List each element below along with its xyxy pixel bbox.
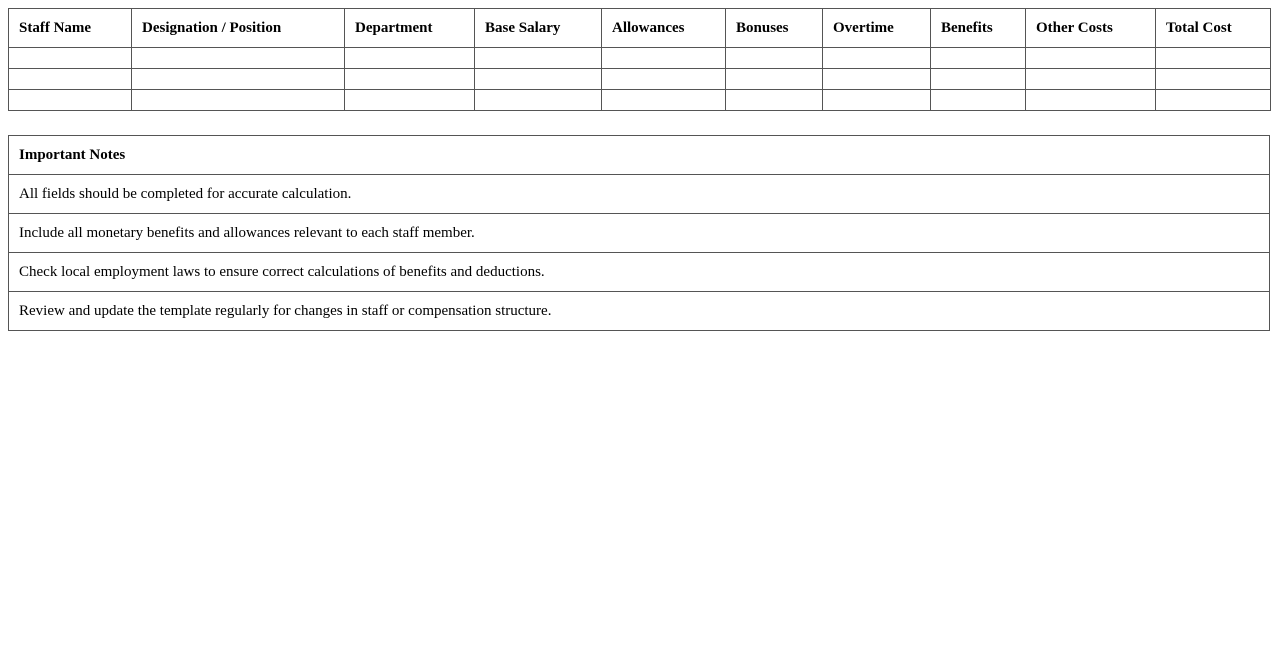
table-cell[interactable] [345,48,475,69]
table-cell[interactable] [9,90,132,111]
table-row [9,48,1271,69]
notes-title: Important Notes [9,136,1270,175]
table-cell[interactable] [1026,48,1156,69]
table-cell[interactable] [9,48,132,69]
table-cell[interactable] [823,69,931,90]
header-base-salary: Base Salary [475,9,602,48]
table-cell[interactable] [602,69,726,90]
header-designation: Designation / Position [132,9,345,48]
header-other-costs: Other Costs [1026,9,1156,48]
table-row [9,69,1271,90]
staff-cost-table [8,8,1271,111]
table-cell[interactable] [726,90,823,111]
header-allowances: Allowances [602,9,726,48]
list-item [9,253,1270,292]
list-item [9,214,1270,253]
table-cell[interactable] [1156,69,1271,90]
table-cell[interactable] [823,48,931,69]
header-staff-name: Staff Name [9,9,132,48]
table-cell[interactable] [931,48,1026,69]
header-benefits: Benefits [931,9,1026,48]
table-cell[interactable] [345,90,475,111]
table-cell[interactable] [475,48,602,69]
important-notes-table [8,135,1270,331]
table-cell[interactable] [823,90,931,111]
table-cell[interactable] [9,69,132,90]
table-cell[interactable] [726,69,823,90]
header-overtime: Overtime [823,9,931,48]
note-text: Include all monetary benefits and allowances relevant to each staff member. [9,214,1270,253]
table-cell[interactable] [931,69,1026,90]
notes-header-row [9,136,1270,175]
table-cell[interactable] [132,90,345,111]
table-cell[interactable] [132,69,345,90]
table-cell[interactable] [931,90,1026,111]
header-bonuses: Bonuses [726,9,823,48]
table-cell[interactable] [602,90,726,111]
table-cell[interactable] [132,48,345,69]
table-cell[interactable] [1026,69,1156,90]
note-text: Check local employment laws to ensure correct calculations of benefits and deductions. [9,253,1270,292]
list-item [9,292,1270,331]
table-cell[interactable] [345,69,475,90]
table-cell[interactable] [1026,90,1156,111]
table-cell[interactable] [475,69,602,90]
table-cell[interactable] [726,48,823,69]
table-cell[interactable] [1156,90,1271,111]
table-cell[interactable] [602,48,726,69]
note-text: Review and update the template regularly for changes in staff or compensation structure. [9,292,1270,331]
table-cell[interactable] [475,90,602,111]
table-header-row [9,9,1271,48]
table-row [9,90,1271,111]
header-department: Department [345,9,475,48]
note-text: All fields should be completed for accurate calculation. [9,175,1270,214]
header-total-cost: Total Cost [1156,9,1271,48]
list-item [9,175,1270,214]
table-cell[interactable] [1156,48,1271,69]
